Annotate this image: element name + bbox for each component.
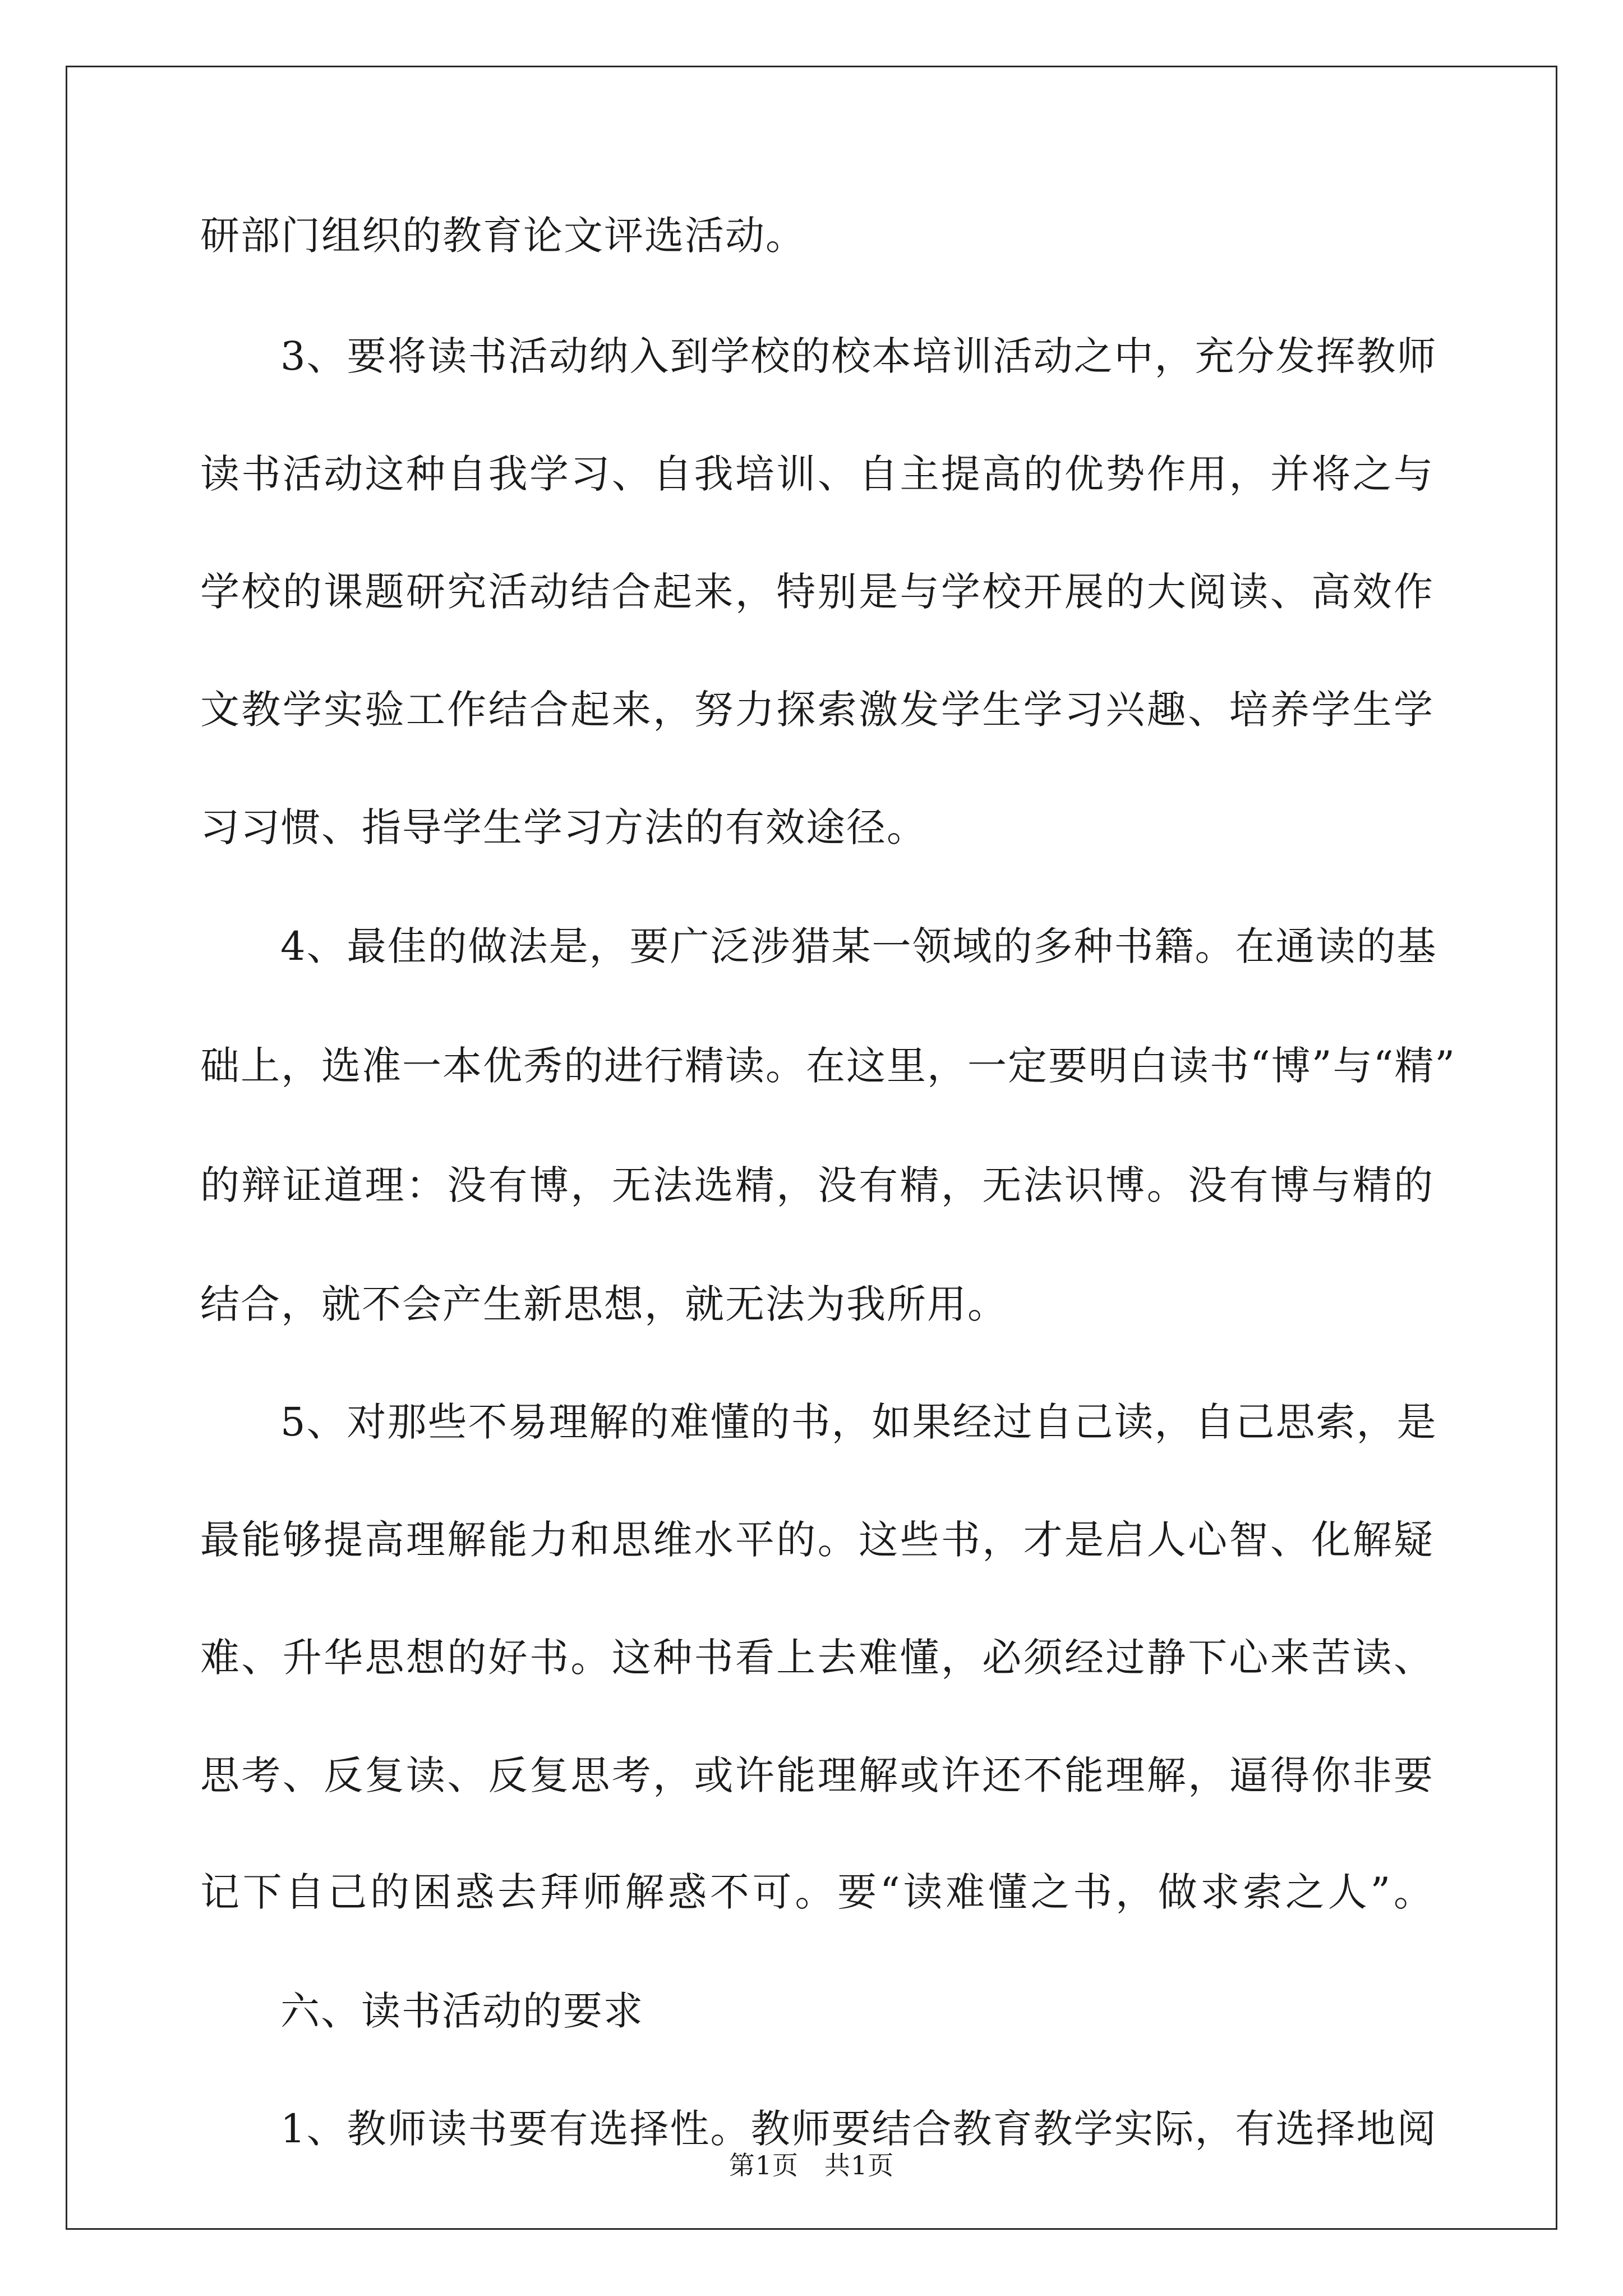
page-total: 共1页 xyxy=(824,2150,895,2180)
text-line: 1、教师读书要有选择性。教师要结合教育教学实际，有选择地阅 xyxy=(280,2106,1437,2152)
section-heading: 六、读书活动的要求 xyxy=(280,1988,644,2034)
text-line: 最能够提高理解能力和思维水平的。这些书，才是启人心智、化解疑 xyxy=(200,1517,1434,1563)
text-line: 结合，就不会产生新思想，就无法为我所用。 xyxy=(200,1281,1008,1327)
text-line: 读书活动这种自我学习、自我培训、自主提高的优势作用，并将之与 xyxy=(200,451,1434,497)
text-line: 难、升华思想的好书。这种书看上去难懂，必须经过静下心来苦读、 xyxy=(200,1635,1434,1681)
text-line: 4、最佳的做法是，要广泛涉猎某一领域的多种书籍。在通读的基 xyxy=(280,923,1437,969)
text-line: 习习惯、指导学生学习方法的有效途径。 xyxy=(200,804,927,850)
text-line: 3、要将读书活动纳入到学校的校本培训活动之中，充分发挥教师 xyxy=(280,333,1437,379)
text-line: 思考、反复读、反复思考，或许能理解或许还不能理解，逼得你非要 xyxy=(200,1752,1434,1798)
text-line: 学校的课题研究活动结合起来，特别是与学校开展的大阅读、高效作 xyxy=(200,569,1434,615)
text-line: 的辩证道理：没有博，无法选精，没有精，无法识博。没有博与精的 xyxy=(200,1162,1434,1208)
page-number: 第1页 xyxy=(728,2150,799,2180)
text-line: 研部门组织的教育论文评选活动。 xyxy=(200,213,806,259)
text-line: 文教学实验工作结合起来，努力探索激发学生学习兴趣、培养学生学 xyxy=(200,687,1434,733)
page-footer xyxy=(0,2148,1623,2182)
text-line: 础上，选准一本优秀的进行精读。在这里，一定要明白读书“博”与“精” xyxy=(200,1043,1456,1089)
text-line: 5、对那些不易理解的难懂的书，如果经过自己读，自己思索，是 xyxy=(280,1399,1437,1445)
text-line: 记下自己的困惑去拜师解惑不可。要“读难懂之书，做求索之人”。 xyxy=(200,1869,1434,1915)
